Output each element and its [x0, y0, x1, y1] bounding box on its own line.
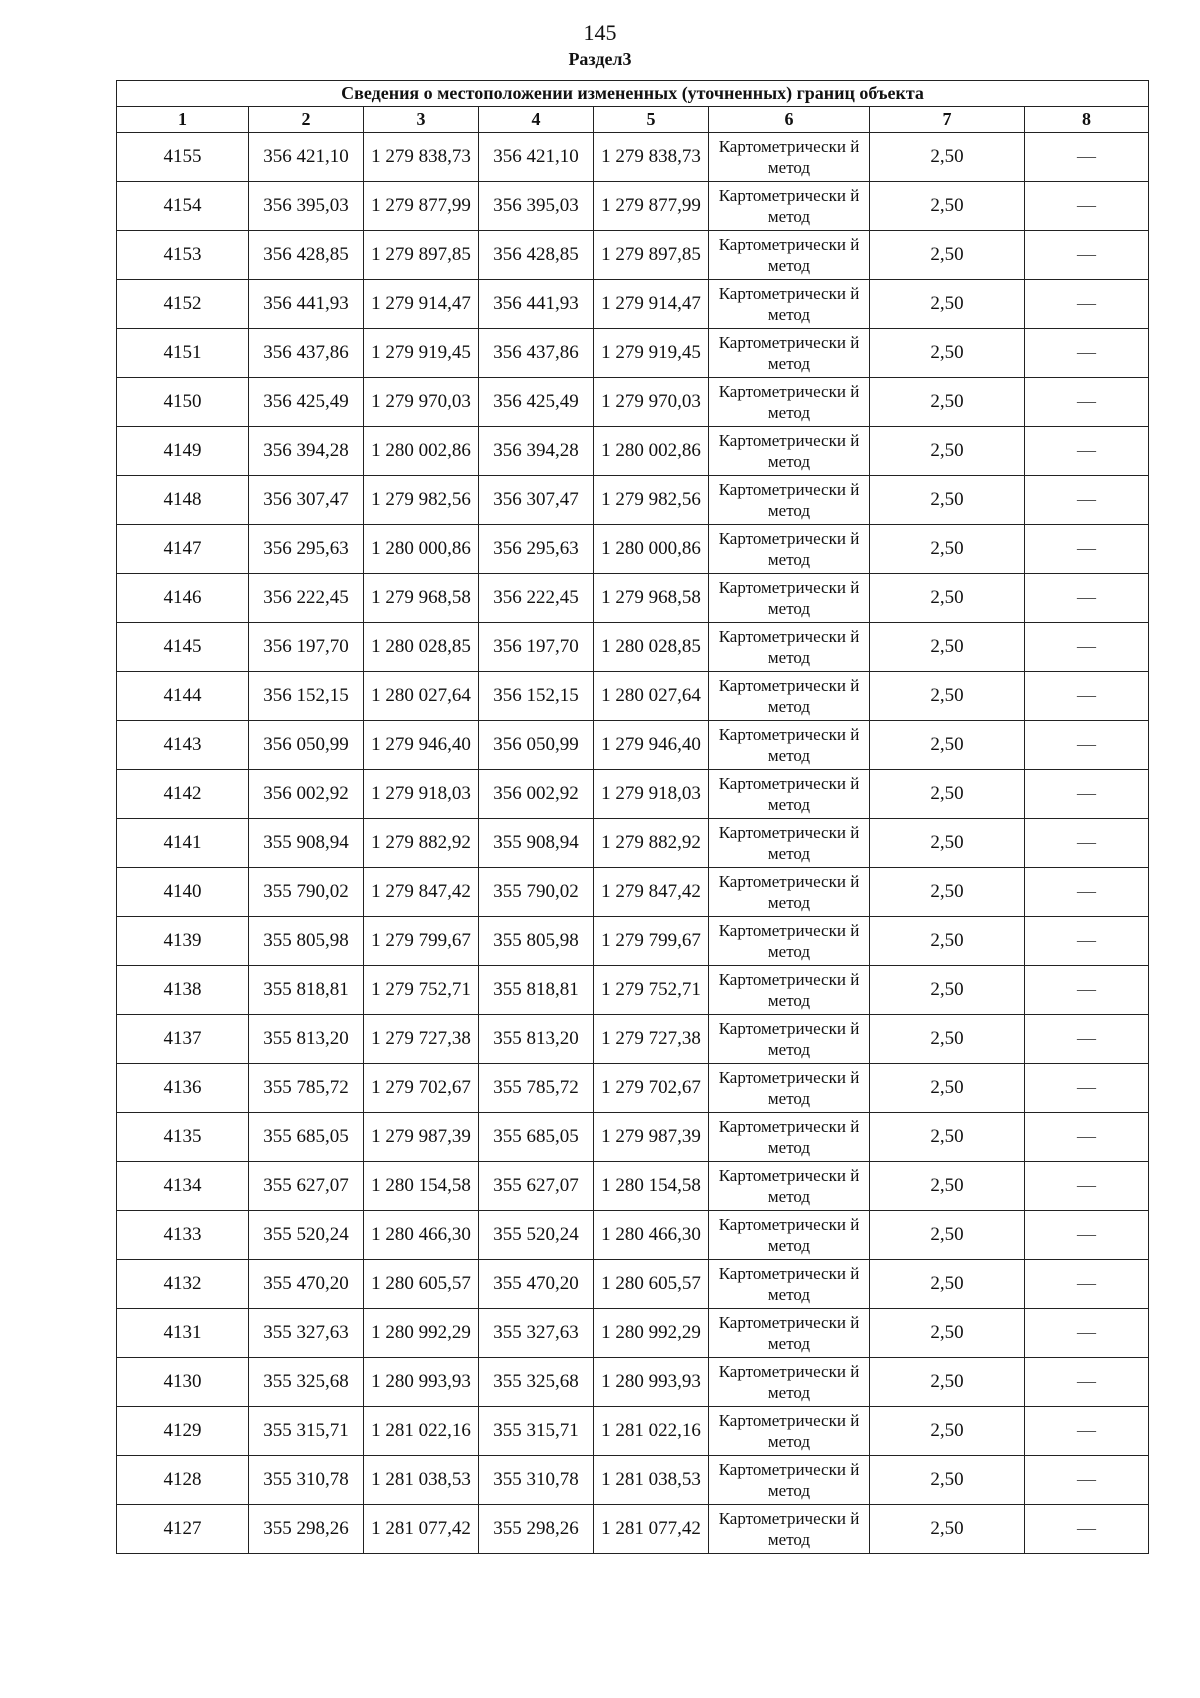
x-old-cell: 355 785,72 [249, 1064, 364, 1113]
table-row [117, 1015, 1149, 1064]
description-cell: — [1025, 280, 1149, 329]
description-cell: — [1025, 1162, 1149, 1211]
column-number: 7 [870, 107, 1025, 133]
y-old-cell: 1 279 847,42 [364, 868, 479, 917]
table-row [117, 476, 1149, 525]
x-new-cell: 355 908,94 [479, 819, 594, 868]
method-cell: Картометрически й метод [709, 1505, 870, 1554]
x-old-cell: 356 307,47 [249, 476, 364, 525]
accuracy-cell: 2,50 [870, 133, 1025, 182]
description-cell: — [1025, 231, 1149, 280]
accuracy-cell: 2,50 [870, 378, 1025, 427]
accuracy-cell: 2,50 [870, 1260, 1025, 1309]
x-new-cell: 356 428,85 [479, 231, 594, 280]
x-new-cell: 355 785,72 [479, 1064, 594, 1113]
x-new-cell: 356 152,15 [479, 672, 594, 721]
table-row [117, 770, 1149, 819]
x-new-cell: 355 327,63 [479, 1309, 594, 1358]
table-row [117, 1113, 1149, 1162]
point-number-cell: 4142 [117, 770, 249, 819]
y-new-cell: 1 279 918,03 [594, 770, 709, 819]
method-cell: Картометрически й метод [709, 819, 870, 868]
x-new-cell: 355 685,05 [479, 1113, 594, 1162]
description-cell: — [1025, 329, 1149, 378]
x-old-cell: 356 152,15 [249, 672, 364, 721]
method-cell: Картометрически й метод [709, 1015, 870, 1064]
accuracy-cell: 2,50 [870, 1064, 1025, 1113]
x-new-cell: 356 222,45 [479, 574, 594, 623]
accuracy-cell: 2,50 [870, 1407, 1025, 1456]
y-old-cell: 1 279 877,99 [364, 182, 479, 231]
y-old-cell: 1 280 993,93 [364, 1358, 479, 1407]
y-old-cell: 1 280 028,85 [364, 623, 479, 672]
method-cell: Картометрически й метод [709, 378, 870, 427]
description-cell: — [1025, 1407, 1149, 1456]
page-number: 145 [583, 20, 617, 45]
x-new-cell: 356 425,49 [479, 378, 594, 427]
accuracy-cell: 2,50 [870, 623, 1025, 672]
x-new-cell: 355 325,68 [479, 1358, 594, 1407]
point-number-cell: 4136 [117, 1064, 249, 1113]
y-old-cell: 1 280 154,58 [364, 1162, 479, 1211]
point-number-cell: 4145 [117, 623, 249, 672]
method-cell: Картометрически й метод [709, 574, 870, 623]
point-number-cell: 4132 [117, 1260, 249, 1309]
y-old-cell: 1 281 022,16 [364, 1407, 479, 1456]
accuracy-cell: 2,50 [870, 574, 1025, 623]
x-new-cell: 355 310,78 [479, 1456, 594, 1505]
method-cell: Картометрически й метод [709, 1309, 870, 1358]
y-new-cell: 1 280 027,64 [594, 672, 709, 721]
method-cell: Картометрически й метод [709, 868, 870, 917]
description-cell: — [1025, 378, 1149, 427]
y-new-cell: 1 279 919,45 [594, 329, 709, 378]
point-number-cell: 4131 [117, 1309, 249, 1358]
point-number-cell: 4129 [117, 1407, 249, 1456]
accuracy-cell: 2,50 [870, 1456, 1025, 1505]
y-new-cell: 1 280 028,85 [594, 623, 709, 672]
y-old-cell: 1 279 918,03 [364, 770, 479, 819]
x-new-cell: 355 805,98 [479, 917, 594, 966]
y-new-cell: 1 280 002,86 [594, 427, 709, 476]
x-old-cell: 356 425,49 [249, 378, 364, 427]
accuracy-cell: 2,50 [870, 182, 1025, 231]
x-new-cell: 356 197,70 [479, 623, 594, 672]
point-number-cell: 4134 [117, 1162, 249, 1211]
method-cell: Картометрически й метод [709, 1211, 870, 1260]
point-number-cell: 4141 [117, 819, 249, 868]
y-new-cell: 1 279 702,67 [594, 1064, 709, 1113]
x-old-cell: 355 315,71 [249, 1407, 364, 1456]
x-old-cell: 355 805,98 [249, 917, 364, 966]
x-old-cell: 356 395,03 [249, 182, 364, 231]
description-cell: — [1025, 672, 1149, 721]
y-new-cell: 1 279 970,03 [594, 378, 709, 427]
point-number-cell: 4147 [117, 525, 249, 574]
table-row [117, 1407, 1149, 1456]
x-old-cell: 355 298,26 [249, 1505, 364, 1554]
y-old-cell: 1 279 799,67 [364, 917, 479, 966]
x-new-cell: 356 295,63 [479, 525, 594, 574]
table-row [117, 868, 1149, 917]
description-cell: — [1025, 476, 1149, 525]
description-cell: — [1025, 1015, 1149, 1064]
table-row [117, 1211, 1149, 1260]
x-old-cell: 356 002,92 [249, 770, 364, 819]
point-number-cell: 4139 [117, 917, 249, 966]
description-cell: — [1025, 721, 1149, 770]
point-number-cell: 4150 [117, 378, 249, 427]
x-old-cell: 355 685,05 [249, 1113, 364, 1162]
x-new-cell: 355 818,81 [479, 966, 594, 1015]
y-new-cell: 1 280 993,93 [594, 1358, 709, 1407]
y-old-cell: 1 280 000,86 [364, 525, 479, 574]
x-new-cell: 356 002,92 [479, 770, 594, 819]
column-number: 3 [364, 107, 479, 133]
x-new-cell: 355 470,20 [479, 1260, 594, 1309]
accuracy-cell: 2,50 [870, 427, 1025, 476]
y-new-cell: 1 279 982,56 [594, 476, 709, 525]
table-row [117, 966, 1149, 1015]
y-old-cell: 1 279 838,73 [364, 133, 479, 182]
y-old-cell: 1 279 897,85 [364, 231, 479, 280]
y-old-cell: 1 280 466,30 [364, 1211, 479, 1260]
x-old-cell: 355 470,20 [249, 1260, 364, 1309]
point-number-cell: 4153 [117, 231, 249, 280]
accuracy-cell: 2,50 [870, 917, 1025, 966]
description-cell: — [1025, 1260, 1149, 1309]
method-cell: Картометрически й метод [709, 1064, 870, 1113]
point-number-cell: 4127 [117, 1505, 249, 1554]
y-new-cell: 1 279 882,92 [594, 819, 709, 868]
table-row [117, 329, 1149, 378]
y-old-cell: 1 281 077,42 [364, 1505, 479, 1554]
y-new-cell: 1 279 752,71 [594, 966, 709, 1015]
description-cell: — [1025, 819, 1149, 868]
column-number: 6 [709, 107, 870, 133]
x-old-cell: 355 790,02 [249, 868, 364, 917]
point-number-cell: 4135 [117, 1113, 249, 1162]
x-old-cell: 356 441,93 [249, 280, 364, 329]
y-new-cell: 1 279 877,99 [594, 182, 709, 231]
column-number: 2 [249, 107, 364, 133]
point-number-cell: 4143 [117, 721, 249, 770]
x-new-cell: 355 315,71 [479, 1407, 594, 1456]
description-cell: — [1025, 574, 1149, 623]
point-number-cell: 4133 [117, 1211, 249, 1260]
x-new-cell: 356 395,03 [479, 182, 594, 231]
table-row [117, 525, 1149, 574]
table-row [117, 133, 1149, 182]
table-row [117, 1064, 1149, 1113]
description-cell: — [1025, 1211, 1149, 1260]
point-number-cell: 4154 [117, 182, 249, 231]
description-cell: — [1025, 623, 1149, 672]
table-row [117, 1260, 1149, 1309]
point-number-cell: 4138 [117, 966, 249, 1015]
accuracy-cell: 2,50 [870, 721, 1025, 770]
y-old-cell: 1 281 038,53 [364, 1456, 479, 1505]
x-old-cell: 356 197,70 [249, 623, 364, 672]
x-old-cell: 356 050,99 [249, 721, 364, 770]
table-row [117, 917, 1149, 966]
column-number: 8 [1025, 107, 1149, 133]
accuracy-cell: 2,50 [870, 770, 1025, 819]
method-cell: Картометрически й метод [709, 133, 870, 182]
point-number-cell: 4128 [117, 1456, 249, 1505]
x-old-cell: 355 327,63 [249, 1309, 364, 1358]
description-cell: — [1025, 1358, 1149, 1407]
y-old-cell: 1 280 992,29 [364, 1309, 479, 1358]
x-old-cell: 356 428,85 [249, 231, 364, 280]
accuracy-cell: 2,50 [870, 280, 1025, 329]
accuracy-cell: 2,50 [870, 476, 1025, 525]
y-new-cell: 1 280 000,86 [594, 525, 709, 574]
table-row [117, 182, 1149, 231]
table-row [117, 672, 1149, 721]
description-cell: — [1025, 770, 1149, 819]
y-old-cell: 1 279 919,45 [364, 329, 479, 378]
description-cell: — [1025, 427, 1149, 476]
x-new-cell: 356 307,47 [479, 476, 594, 525]
y-new-cell: 1 279 727,38 [594, 1015, 709, 1064]
accuracy-cell: 2,50 [870, 966, 1025, 1015]
method-cell: Картометрически й метод [709, 623, 870, 672]
y-new-cell: 1 279 968,58 [594, 574, 709, 623]
accuracy-cell: 2,50 [870, 1309, 1025, 1358]
accuracy-cell: 2,50 [870, 1113, 1025, 1162]
x-new-cell: 355 298,26 [479, 1505, 594, 1554]
point-number-cell: 4155 [117, 133, 249, 182]
method-cell: Картометрически й метод [709, 427, 870, 476]
accuracy-cell: 2,50 [870, 231, 1025, 280]
x-old-cell: 356 222,45 [249, 574, 364, 623]
point-number-cell: 4149 [117, 427, 249, 476]
column-number: 5 [594, 107, 709, 133]
x-old-cell: 355 818,81 [249, 966, 364, 1015]
table-row [117, 1456, 1149, 1505]
x-old-cell: 355 325,68 [249, 1358, 364, 1407]
y-new-cell: 1 280 992,29 [594, 1309, 709, 1358]
y-old-cell: 1 280 027,64 [364, 672, 479, 721]
method-cell: Картометрически й метод [709, 329, 870, 378]
description-cell: — [1025, 525, 1149, 574]
y-old-cell: 1 279 946,40 [364, 721, 479, 770]
method-cell: Картометрически й метод [709, 1407, 870, 1456]
table-body [117, 133, 1149, 1554]
point-number-cell: 4137 [117, 1015, 249, 1064]
table-row [117, 819, 1149, 868]
point-number-cell: 4152 [117, 280, 249, 329]
table-row [117, 721, 1149, 770]
accuracy-cell: 2,50 [870, 1505, 1025, 1554]
method-cell: Картометрически й метод [709, 672, 870, 721]
table-row [117, 574, 1149, 623]
x-new-cell: 355 813,20 [479, 1015, 594, 1064]
table-row [117, 1505, 1149, 1554]
y-new-cell: 1 280 605,57 [594, 1260, 709, 1309]
table-row [117, 1309, 1149, 1358]
y-old-cell: 1 279 968,58 [364, 574, 479, 623]
x-old-cell: 356 421,10 [249, 133, 364, 182]
y-old-cell: 1 279 970,03 [364, 378, 479, 427]
x-old-cell: 355 627,07 [249, 1162, 364, 1211]
accuracy-cell: 2,50 [870, 329, 1025, 378]
accuracy-cell: 2,50 [870, 1162, 1025, 1211]
description-cell: — [1025, 917, 1149, 966]
y-old-cell: 1 279 982,56 [364, 476, 479, 525]
y-new-cell: 1 279 897,85 [594, 231, 709, 280]
method-cell: Картометрически й метод [709, 231, 870, 280]
x-new-cell: 356 050,99 [479, 721, 594, 770]
y-new-cell: 1 280 466,30 [594, 1211, 709, 1260]
x-new-cell: 356 421,10 [479, 133, 594, 182]
method-cell: Картометрически й метод [709, 966, 870, 1015]
description-cell: — [1025, 1064, 1149, 1113]
description-cell: — [1025, 966, 1149, 1015]
y-old-cell: 1 279 752,71 [364, 966, 479, 1015]
table-row [117, 280, 1149, 329]
column-number-row [117, 107, 1149, 133]
accuracy-cell: 2,50 [870, 1015, 1025, 1064]
x-old-cell: 356 295,63 [249, 525, 364, 574]
column-number: 1 [117, 107, 249, 133]
x-old-cell: 356 437,86 [249, 329, 364, 378]
y-old-cell: 1 279 914,47 [364, 280, 479, 329]
table-row [117, 231, 1149, 280]
point-number-cell: 4140 [117, 868, 249, 917]
description-cell: — [1025, 1505, 1149, 1554]
y-new-cell: 1 281 022,16 [594, 1407, 709, 1456]
x-new-cell: 356 437,86 [479, 329, 594, 378]
method-cell: Картометрически й метод [709, 182, 870, 231]
table-row [117, 623, 1149, 672]
table-row [117, 1358, 1149, 1407]
point-number-cell: 4144 [117, 672, 249, 721]
method-cell: Картометрически й метод [709, 1456, 870, 1505]
method-cell: Картометрически й метод [709, 1113, 870, 1162]
accuracy-cell: 2,50 [870, 868, 1025, 917]
x-old-cell: 355 520,24 [249, 1211, 364, 1260]
y-new-cell: 1 279 847,42 [594, 868, 709, 917]
y-old-cell: 1 279 987,39 [364, 1113, 479, 1162]
y-old-cell: 1 279 882,92 [364, 819, 479, 868]
y-new-cell: 1 279 987,39 [594, 1113, 709, 1162]
accuracy-cell: 2,50 [870, 1211, 1025, 1260]
x-new-cell: 355 790,02 [479, 868, 594, 917]
description-cell: — [1025, 182, 1149, 231]
x-old-cell: 355 908,94 [249, 819, 364, 868]
description-cell: — [1025, 1456, 1149, 1505]
description-cell: — [1025, 868, 1149, 917]
x-old-cell: 355 813,20 [249, 1015, 364, 1064]
method-cell: Картометрически й метод [709, 525, 870, 574]
accuracy-cell: 2,50 [870, 525, 1025, 574]
accuracy-cell: 2,50 [870, 672, 1025, 721]
table-row [117, 378, 1149, 427]
y-new-cell: 1 281 038,53 [594, 1456, 709, 1505]
column-number: 4 [479, 107, 594, 133]
x-new-cell: 356 441,93 [479, 280, 594, 329]
x-new-cell: 356 394,28 [479, 427, 594, 476]
section-title: Раздел3 [568, 49, 632, 69]
method-cell: Картометрически й метод [709, 1358, 870, 1407]
accuracy-cell: 2,50 [870, 819, 1025, 868]
point-number-cell: 4146 [117, 574, 249, 623]
y-new-cell: 1 280 154,58 [594, 1162, 709, 1211]
y-old-cell: 1 280 605,57 [364, 1260, 479, 1309]
x-old-cell: 356 394,28 [249, 427, 364, 476]
y-new-cell: 1 279 799,67 [594, 917, 709, 966]
y-old-cell: 1 280 002,86 [364, 427, 479, 476]
y-new-cell: 1 281 077,42 [594, 1505, 709, 1554]
description-cell: — [1025, 1309, 1149, 1358]
x-new-cell: 355 520,24 [479, 1211, 594, 1260]
method-cell: Картометрически й метод [709, 917, 870, 966]
accuracy-cell: 2,50 [870, 1358, 1025, 1407]
x-new-cell: 355 627,07 [479, 1162, 594, 1211]
y-new-cell: 1 279 838,73 [594, 133, 709, 182]
method-cell: Картометрически й метод [709, 721, 870, 770]
y-new-cell: 1 279 914,47 [594, 280, 709, 329]
description-cell: — [1025, 1113, 1149, 1162]
table-row [117, 427, 1149, 476]
method-cell: Картометрически й метод [709, 1162, 870, 1211]
point-number-cell: 4148 [117, 476, 249, 525]
point-number-cell: 4151 [117, 329, 249, 378]
method-cell: Картометрически й метод [709, 1260, 870, 1309]
table-caption: Сведения о местоположении измененных (уточненных) границ объекта [117, 81, 1149, 107]
x-old-cell: 355 310,78 [249, 1456, 364, 1505]
point-number-cell: 4130 [117, 1358, 249, 1407]
method-cell: Картометрически й метод [709, 476, 870, 525]
table-row [117, 1162, 1149, 1211]
method-cell: Картометрически й метод [709, 770, 870, 819]
boundary-table [116, 80, 1149, 1554]
y-old-cell: 1 279 727,38 [364, 1015, 479, 1064]
description-cell: — [1025, 133, 1149, 182]
method-cell: Картометрически й метод [709, 280, 870, 329]
y-old-cell: 1 279 702,67 [364, 1064, 479, 1113]
y-new-cell: 1 279 946,40 [594, 721, 709, 770]
